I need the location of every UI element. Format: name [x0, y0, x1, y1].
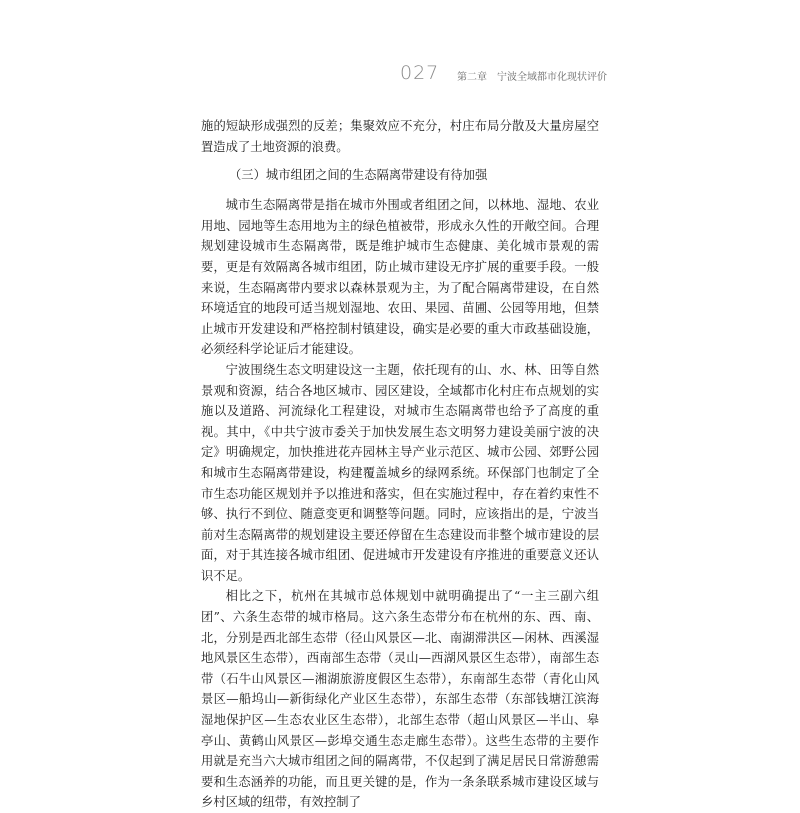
section-heading: （三）城市组团之间的生态隔离带建设有待加强: [229, 168, 488, 183]
paragraph-ningbo-status: 宁波围绕生态文明建设这一主题，依托现有的山、水、林、田等自然景观和资源，结合各地区城市、园区建设，全域都市化村庄布点规划的实施以及道路、河流绿化工程建设，对城市生态隔离带也给予了高度的重视。其中，《中共宁波市委关于加快发展生态文明努力建设美丽宁波的决定》明确规定，加快推进花卉园林主导产业示范区、城市公园、郊野公园和城市生态隔离带建设，构建覆盖城乡的绿网系统。环保部门也制定了全市生态功能区规划并予以推进和落实，但在实施过程中，存在着约束性不够、执行不到位、随意变更和调整等问题。同时，应该指出的是，宁波当前对生态隔离带的规划建设主要还停留在生态建设而非整个城市建设的层面，对于其连接各城市组团、促进城市开发建设有序推进的重要意义还认识不足。: [201, 362, 599, 583]
chapter-title: 第二章 宁波全域都市化现状评价: [457, 72, 607, 83]
paragraph-ecological-belt-definition: 城市生态隔离带是指在城市外围或者组团之间，以林地、湿地、农业用地、园地等生态用地为主的绿色植被带，形成永久性的开敞空间。合理规划建设城市生态隔离带，既是维护城市生态健康、美化城市景观的需要，更是有效隔离各城市组团，防止城市建设无序扩展的重要手段。一般来说，生态隔离带内要求以森林景观为主，为了配合隔离带建设，在自然环境适宜的地段可适当规划湿地、农田、果园、苗圃、公园等用地，但禁止城市开发建设和严格控制村镇建设，确实是必要的重大市政基础设施，必须经科学论证后才能建设。: [201, 198, 599, 357]
body-text: [201, 116, 599, 813]
page-number: 027: [400, 62, 440, 84]
paragraph-hangzhou-comparison: 相比之下，杭州在其城市总体规划中就明确提出了“一主三副六组团”、六条生态带的城市格局。这六条生态带分布在杭州的东、西、南、北，分别是西北部生态带（径山风景区—北、南湖滞洪区—闲林、西溪湿地风景区生态带），西南部生态带（灵山—西湖风景区生态带），南部生态带（石牛山风景区—湘湖旅游度假区生态带），东南部生态带（青化山风景区—船坞山—新街绿化产业区生态带），东部生态带（东部钱塘江滨海湿地保护区—生态农业区生态带），北部生态带（超山风景区—半山、皋亭山、黄鹤山风景区—彭埠交通生态走廊生态带）。这些生态带的主要作用就是充当六大城市组团之间的隔离带，不仅起到了满足居民日常游憩需要和生态涵养的功能，而且更关键的是，作为一条条联系城市建设区域与乡村区域的纽带，有效控制了: [201, 589, 599, 810]
running-header: [400, 62, 610, 92]
paragraph-continued: 施的短缺形成强烈的反差；集聚效应不充分，村庄布局分散及大量房屋空置造成了土地资源的浪费。: [201, 119, 599, 154]
